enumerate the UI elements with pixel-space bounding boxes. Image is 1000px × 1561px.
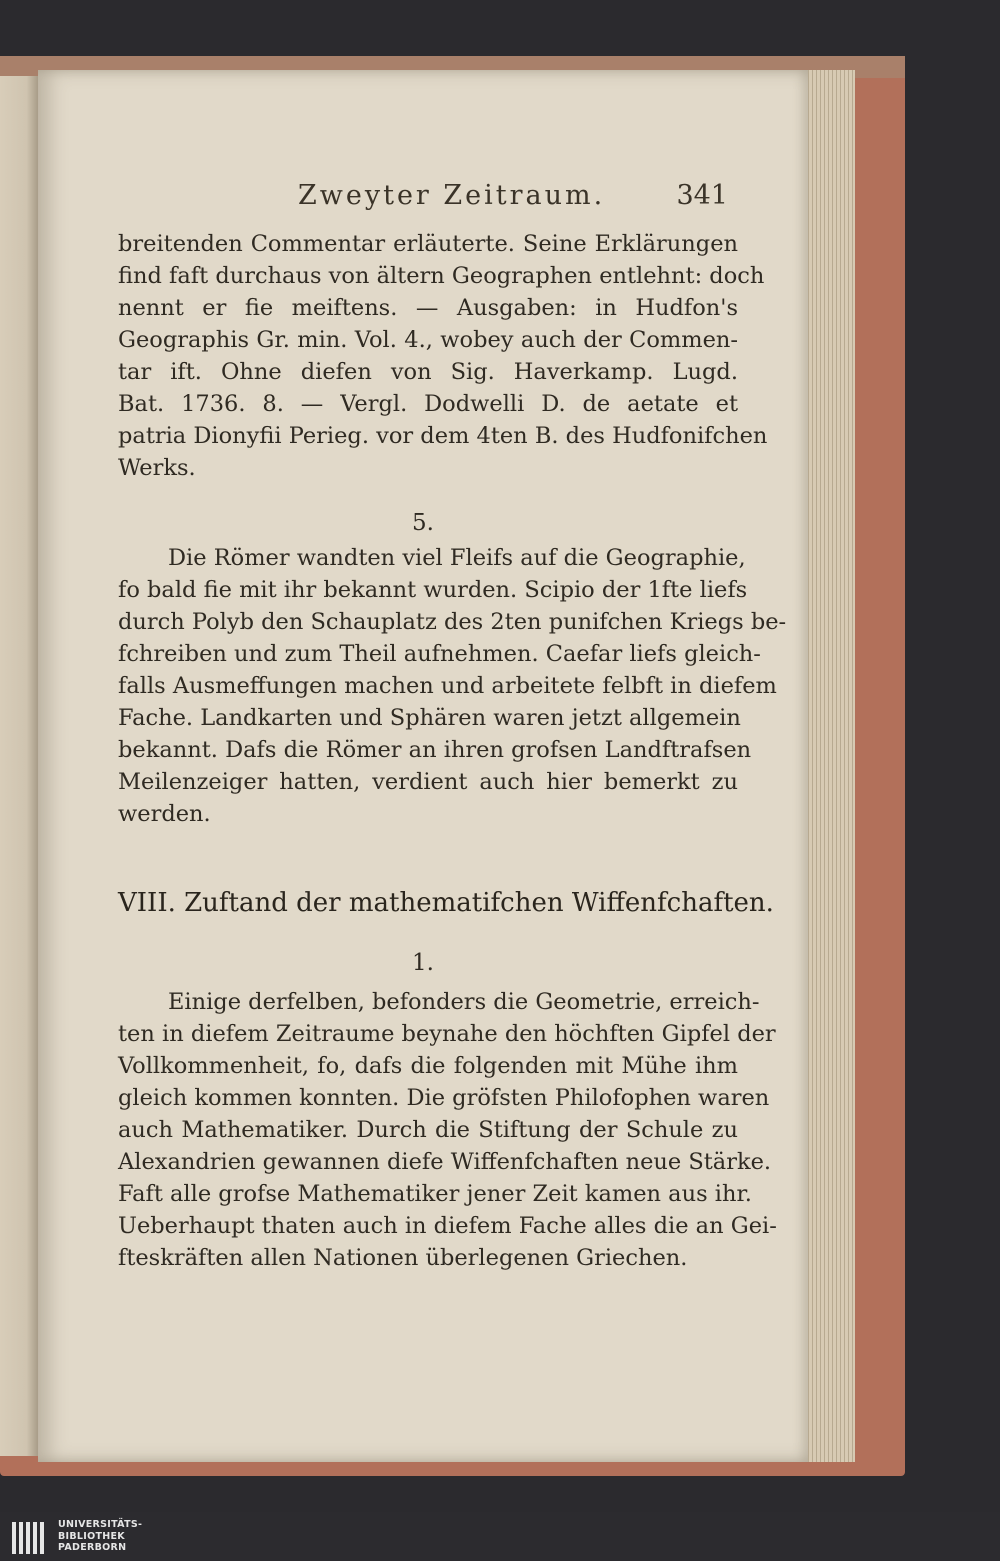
- text-line: Werks.: [118, 455, 196, 481]
- running-title: Zweyter Zeitraum.: [298, 180, 606, 211]
- text-line: breitenden Commentar erläuterte. Seine Erklärungen: [118, 231, 738, 257]
- text-line: durch Polyb den Schauplatz des 2ten punifchen Kriegs be-: [118, 609, 787, 635]
- text-line: Vollkommenheit, fo, dafs die folgenden mit Mühe ihm: [118, 1053, 738, 1079]
- section-number: 5.: [412, 510, 434, 536]
- text-line: auch Mathematiker. Durch die Stiftung der Schule zu: [118, 1117, 738, 1143]
- text-line: Meilenzeiger hatten, verdient auch hier bemerkt zu: [118, 769, 738, 795]
- text-line: nennt er fie meiftens. — Ausgaben: in Hudfon's: [118, 295, 738, 321]
- text-line: fteskräften allen Nationen überlegenen Griechen.: [118, 1245, 688, 1271]
- section-number: 1.: [412, 950, 434, 976]
- logo-line: BIBLIOTHEK: [58, 1530, 125, 1542]
- text-line: tar ift. Ohne diefen von Sig. Haverkamp. Lugd.: [118, 359, 738, 385]
- page-header: [118, 180, 728, 220]
- text-line: fo bald fie mit ihr bekannt wurden. Scipio der 1fte liefs: [118, 577, 748, 603]
- text-line: falls Ausmeffungen machen und arbeitete felbft in diefem: [118, 673, 777, 699]
- text-line: bekannt. Dafs die Römer an ihren grofsen Landftrafsen: [118, 737, 752, 763]
- book-page: [38, 70, 808, 1462]
- text-line: find faft durchaus von ältern Geographen entlehnt: doch: [118, 263, 765, 289]
- page-number: 341: [676, 180, 728, 211]
- text-line: Faft alle grofse Mathematiker jener Zeit kamen aus ihr.: [118, 1181, 752, 1207]
- text-line: Ueberhaupt thaten auch in diefem Fache alles die an Gei-: [118, 1213, 777, 1239]
- text-line: Bat. 1736. 8. — Vergl. Dodwelli D. de aetate et: [118, 391, 738, 417]
- chapter-heading: VIII. Zuftand der mathematifchen Wiffenfchaften.: [118, 888, 774, 918]
- text-line: Fache. Landkarten und Sphären waren jetzt allgemein: [118, 705, 741, 731]
- logo-line: PADERBORN: [58, 1542, 127, 1553]
- text-line: Geographis Gr. min. Vol. 4., wobey auch der Commen-: [118, 327, 738, 353]
- text-line: patria Dionyfii Perieg. vor dem 4ten B. des Hudfonifchen: [118, 423, 768, 449]
- logo-line: UNIVERSITÄTS-: [58, 1519, 143, 1530]
- text-line: ten in diefem Zeitraume beynahe den höchften Gipfel der: [118, 1021, 776, 1047]
- text-line: werden.: [118, 801, 211, 827]
- library-logo-text: [58, 1519, 142, 1554]
- text-line: fchreiben und zum Theil aufnehmen. Caefar liefs gleich-: [118, 641, 761, 667]
- left-page-edge: [0, 76, 38, 1456]
- paragraph-first-line: Einige derfelben, befonders die Geometrie, erreich-: [168, 989, 760, 1015]
- text-line: Alexandrien gewannen diefe Wiffenfchaften neue Stärke.: [118, 1149, 772, 1175]
- page-stack-edge: [805, 70, 855, 1462]
- paragraph-first-line: Die Römer wandten viel Fleifs auf die Geographie,: [168, 545, 746, 571]
- library-logo-icon: [10, 1520, 48, 1556]
- library-footer: [0, 1512, 1000, 1561]
- text-line: gleich kommen konnten. Die gröfsten Philofophen waren: [118, 1085, 770, 1111]
